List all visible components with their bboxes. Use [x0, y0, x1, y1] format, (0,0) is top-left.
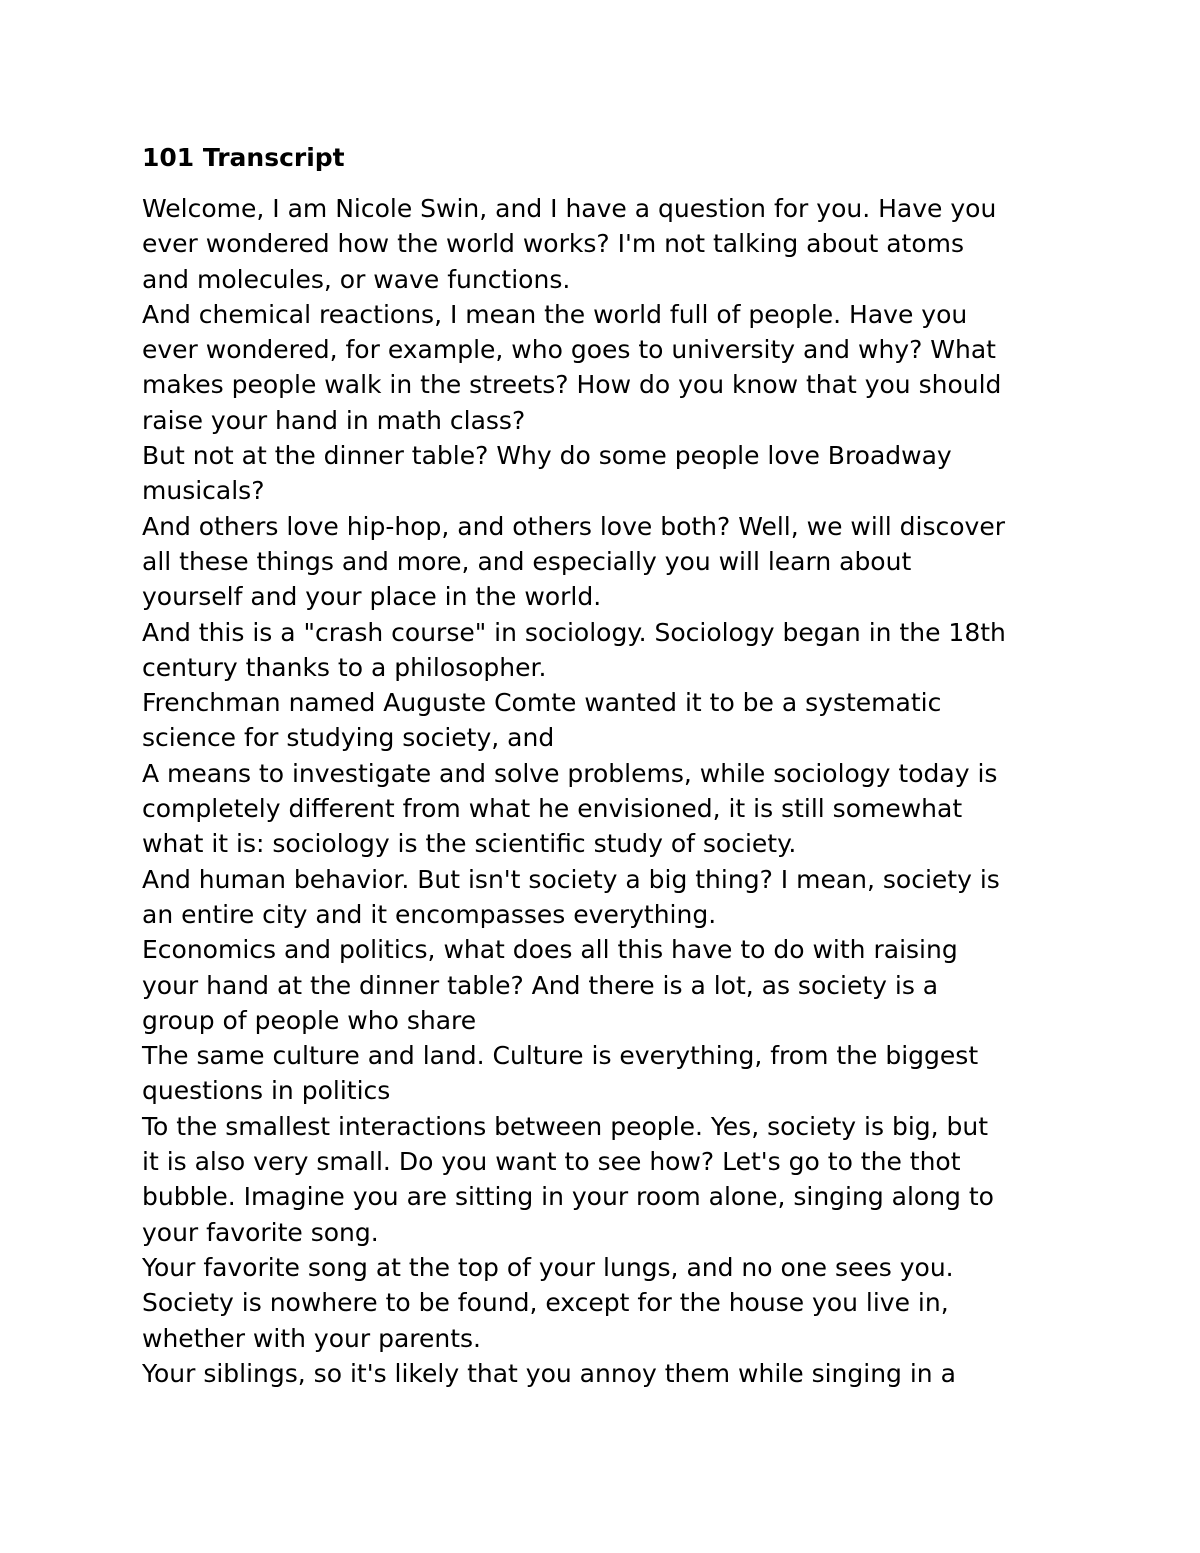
text-line: your hand at the dinner table? And there is a lot, as society is a	[142, 970, 939, 1000]
text-line: group of people who share	[142, 1005, 477, 1035]
text-line: ever wondered, for example, who goes to university and why? What	[142, 335, 996, 365]
text-line: makes people walk in the streets? How do you know that you should	[142, 370, 1002, 400]
text-line: all these things and more, and especially you will learn about	[142, 546, 912, 576]
text-line: raise your hand in math class?	[142, 405, 526, 435]
text-line: But not at the dinner table? Why do some people love Broadway	[142, 441, 952, 471]
text-line: ever wondered how the world works? I'm not talking about atoms	[142, 229, 965, 259]
text-line: science for studying society, and	[142, 723, 555, 753]
text-line: Your siblings, so it's likely that you annoy them while singing in a	[142, 1358, 956, 1388]
text-line: questions in politics	[142, 1076, 391, 1106]
text-line: And chemical reactions, I mean the world full of people. Have you	[142, 299, 968, 329]
text-line: it is also very small. Do you want to see how? Let's go to the thot	[142, 1147, 961, 1177]
text-line: Your favorite song at the top of your lungs, and no one sees you.	[142, 1252, 954, 1282]
text-line: an entire city and it encompasses everything.	[142, 899, 717, 929]
text-line: and molecules, or wave functions.	[142, 264, 571, 294]
text-line: musicals?	[142, 476, 265, 506]
text-line: Society is nowhere to be found, except for the house you live in,	[142, 1288, 949, 1318]
text-line: what it is: sociology is the scientific study of society.	[142, 829, 797, 859]
text-line: And others love hip-hop, and others love both? Well, we will discover	[142, 511, 1005, 541]
transcript-text	[142, 191, 1072, 1391]
text-line: And human behavior. But isn't society a big thing? I mean, society is	[142, 864, 1000, 894]
text-line: century thanks to a philosopher.	[142, 652, 547, 682]
document-title: 101 Transcript	[142, 143, 345, 172]
text-line: The same culture and land. Culture is everything, from the biggest	[142, 1041, 979, 1071]
document-body	[142, 140, 1072, 1391]
text-line: Frenchman named Auguste Comte wanted it to be a systematic	[142, 688, 942, 718]
text-line: Welcome, I am Nicole Swin, and I have a question for you. Have you	[142, 194, 997, 223]
text-line: And this is a "crash course" in sociology. Sociology began in the 18th	[142, 617, 1006, 647]
text-line: To the smallest interactions between people. Yes, society is big, but	[142, 1111, 989, 1141]
text-line: completely different from what he envisioned, it is still somewhat	[142, 794, 963, 824]
text-line: A means to investigate and solve problems, while sociology today is	[142, 758, 998, 788]
text-line: yourself and your place in the world.	[142, 582, 602, 612]
text-line: bubble. Imagine you are sitting in your room alone, singing along to	[142, 1182, 994, 1212]
text-line: Economics and politics, what does all this have to do with raising	[142, 935, 958, 965]
text-line: your favorite song.	[142, 1217, 379, 1247]
text-line: whether with your parents.	[142, 1323, 481, 1353]
